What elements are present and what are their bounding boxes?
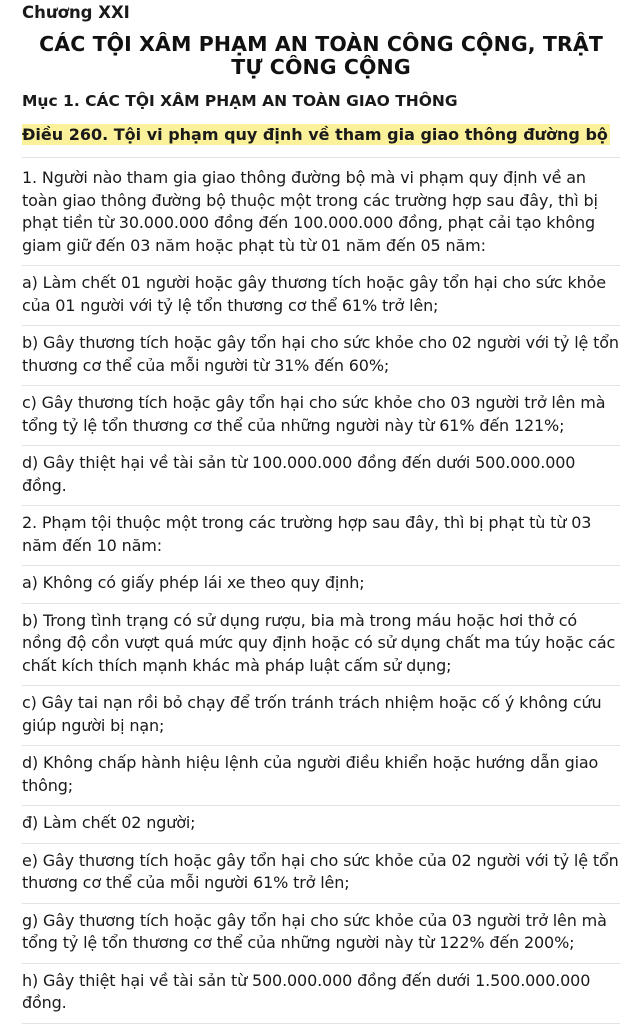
paragraph-clause-2e: e) Gây thương tích hoặc gây tổn hại cho sức khỏe của 02 người với tỷ lệ tổn thương cơ thể của mỗi người 61% trở lên;: [22, 844, 620, 904]
article-heading: [22, 123, 620, 147]
paragraph-clause-2: 2. Phạm tội thuộc một trong các trường hợp sau đây, thì bị phạt tù từ 03 năm đến 10 năm:: [22, 506, 620, 566]
article-body: [22, 157, 620, 1024]
section-heading: Mục 1. CÁC TỘI XÂM PHẠM AN TOÀN GIAO THÔNG: [22, 92, 458, 110]
paragraph-clause-2g: g) Gây thương tích hoặc gây tổn hại cho sức khỏe của 03 người trở lên mà tổng tỷ lệ tổn thương cơ thể của những người này từ 122% đến 200%;: [22, 904, 620, 964]
paragraph-clause-1c: c) Gây thương tích hoặc gây tổn hại cho sức khỏe cho 03 người trở lên mà tổng tỷ lệ tổn thương cơ thể của những người này từ 61% đến 121%;: [22, 386, 620, 446]
paragraph-clause-2dd: đ) Làm chết 02 người;: [22, 806, 620, 844]
paragraph-clause-1b: b) Gây thương tích hoặc gây tổn hại cho sức khỏe cho 02 người với tỷ lệ tổn thương cơ thể của mỗi người từ 31% đến 60%;: [22, 326, 620, 386]
paragraph-clause-2a: a) Không có giấy phép lái xe theo quy định;: [22, 566, 620, 604]
paragraph-clause-1a: a) Làm chết 01 người hoặc gây thương tích hoặc gây tổn hại cho sức khỏe của 01 người với tỷ lệ tổn thương cơ thể 61% trở lên;: [22, 266, 620, 326]
chapter-label: Chương XXI: [22, 3, 130, 22]
chapter-title: CÁC TỘI XÂM PHẠM AN TOÀN CÔNG CỘNG, TRẬT TỰ CÔNG CỘNG: [39, 32, 603, 79]
paragraph-clause-2c: c) Gây tai nạn rồi bỏ chạy để trốn tránh trách nhiệm hoặc cố ý không cứu giúp người bị nạn;: [22, 686, 620, 746]
paragraph-clause-2h: h) Gây thiệt hại về tài sản từ 500.000.000 đồng đến dưới 1.500.000.000 đồng.: [22, 964, 620, 1024]
paragraph-clause-1: 1. Người nào tham gia giao thông đường bộ mà vi phạm quy định về an toàn giao thông đường bộ thuộc một trong các trường hợp sau đây, thì bị phạt tiền từ 30.000.000 đồng đến 100.000.000 đồng, phạt cải tạo không giam giữ đến 03 năm hoặc phạt tù từ 01 năm đến 05 năm:: [22, 157, 620, 266]
paragraph-clause-1d: d) Gây thiệt hại về tài sản từ 100.000.000 đồng đến dưới 500.000.000 đồng.: [22, 446, 620, 506]
paragraph-clause-2d: d) Không chấp hành hiệu lệnh của người điều khiển hoặc hướng dẫn giao thông;: [22, 746, 620, 806]
paragraph-clause-2b: b) Trong tình trạng có sử dụng rượu, bia mà trong máu hoặc hơi thở có nồng độ cồn vượt quá mức quy định hoặc có sử dụng chất ma túy hoặc các chất kích thích mạnh khác mà pháp luật cấm sử dụng;: [22, 604, 620, 687]
article-heading-highlight: Điều 260. Tội vi phạm quy định về tham gia giao thông đường bộ: [22, 125, 608, 144]
